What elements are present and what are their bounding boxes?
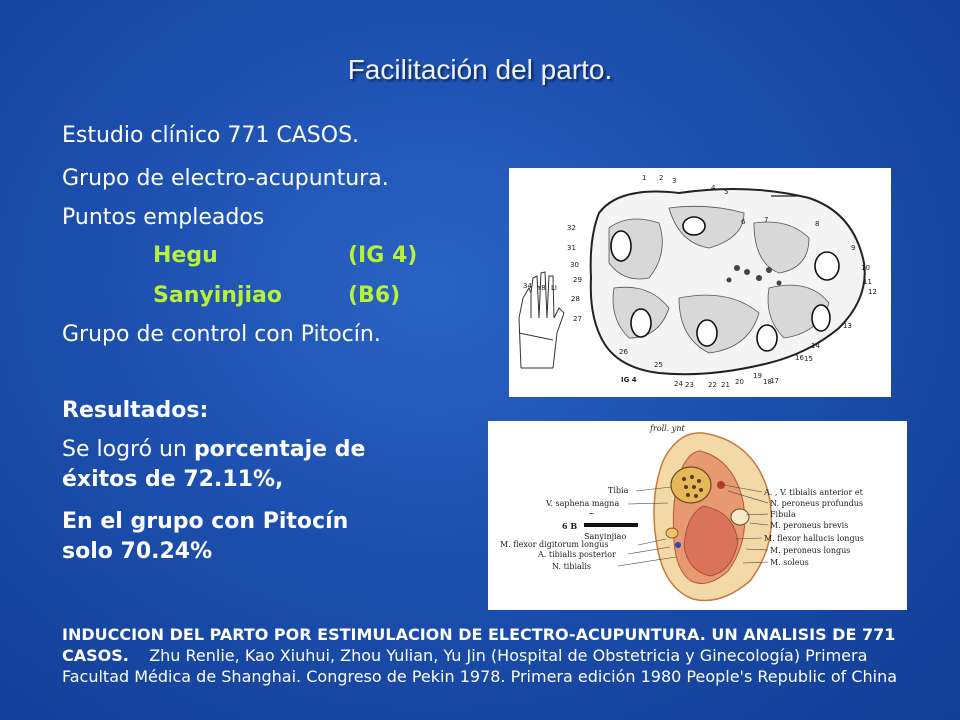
hand-label-1: 34 <box>523 282 532 290</box>
point-name-2: Sanyinjiao <box>153 283 282 308</box>
svg-text:3: 3 <box>672 177 677 185</box>
svg-text:19: 19 <box>753 372 762 380</box>
svg-text:27: 27 <box>573 315 582 323</box>
svg-text:4: 4 <box>711 184 716 192</box>
svg-text:N. tibialis: N. tibialis <box>552 562 592 571</box>
svg-text:23: 23 <box>685 381 694 389</box>
hand-label-3: LI <box>551 284 557 292</box>
svg-text:14: 14 <box>811 342 820 350</box>
svg-text:A. tibialis posterior: A. tibialis posterior <box>538 550 616 559</box>
result-line-3: En el grupo con Pitocín <box>62 509 349 534</box>
figure1-caption: IG 4 <box>621 376 637 384</box>
svg-text:1: 1 <box>642 174 647 182</box>
svg-text:11: 11 <box>863 278 872 286</box>
svg-text:Tibia: Tibia <box>608 486 629 495</box>
body-line-control: Grupo de control con Pitocín. <box>62 322 381 347</box>
svg-text:26: 26 <box>619 348 628 356</box>
svg-text:10: 10 <box>861 264 870 272</box>
result-text-normal: Se logró un <box>62 437 194 462</box>
svg-text:7: 7 <box>764 216 769 224</box>
svg-text:32: 32 <box>567 224 576 232</box>
svg-text:21: 21 <box>721 381 730 389</box>
svg-text:5: 5 <box>724 188 729 196</box>
result-text-bold: porcentaje de <box>193 437 366 462</box>
svg-text:~: ~ <box>588 509 595 518</box>
leg-cross-section-drawing <box>488 421 907 610</box>
body-line-points-heading: Puntos empleados <box>62 205 265 230</box>
svg-text:16: 16 <box>795 354 804 362</box>
figure2-top-label: froll. ynt <box>650 424 685 433</box>
svg-text:2: 2 <box>659 174 664 182</box>
svg-text:20: 20 <box>735 378 744 386</box>
hand-cross-section-drawing <box>509 168 891 397</box>
reference-authors: Zhu Renlie, Kao Xiuhui, Zhou Yulian, Yu Jin (Hospital de Obstetricia y Ginecología) Primera Facultad Médica de Shanghai. Congreso de Pekin 1978. Primera edición 1980 People's Republic of China <box>62 646 898 686</box>
result-line-2: éxitos de 72.11%, <box>62 467 284 492</box>
svg-text:V. saphena magna: V. saphena magna <box>546 499 620 508</box>
svg-text:30: 30 <box>570 261 579 269</box>
hand-cross-section-figure <box>509 168 891 397</box>
svg-text:31: 31 <box>567 244 576 252</box>
body-line-group: Grupo de electro-acupuntura. <box>62 166 389 191</box>
point-code-2: (B6) <box>348 283 401 308</box>
svg-text:A. , V. tibialis anterior et: A. , V. tibialis anterior et <box>764 488 863 497</box>
svg-text:N. peroneus profundus: N. peroneus profundus <box>770 499 864 508</box>
reference-title: INDUCCION DEL PARTO POR ESTIMULACION DE ELECTRO-ACUPUNTURA. UN ANALISIS DE 771 CASOS. <box>62 625 896 665</box>
leg-section-shape <box>654 433 771 601</box>
svg-text:12: 12 <box>868 288 877 296</box>
svg-text:17: 17 <box>770 377 779 385</box>
svg-text:6 B: 6 B <box>562 521 578 531</box>
slide-title: Facilitación del parto. <box>347 54 613 85</box>
leg-cross-section-figure <box>488 421 907 610</box>
svg-text:22: 22 <box>708 381 717 389</box>
svg-text:28: 28 <box>571 295 580 303</box>
svg-text:M. flexor hallucis longus: M. flexor hallucis longus <box>764 534 864 543</box>
point-name-1: Hegu <box>153 243 218 268</box>
body-line-study: Estudio clínico 771 CASOS. <box>62 123 360 148</box>
svg-text:6: 6 <box>741 218 746 226</box>
result-line-4: solo 70.24% <box>62 539 213 564</box>
svg-text:Sanyinjiao: Sanyinjiao <box>584 532 627 541</box>
svg-text:18: 18 <box>763 378 772 386</box>
results-heading: Resultados: <box>62 398 209 423</box>
svg-text:M. peroneus longus: M. peroneus longus <box>770 546 851 555</box>
svg-text:Fibula: Fibula <box>770 510 796 519</box>
sanyinjiao-needle-marker <box>584 523 638 527</box>
svg-text:25: 25 <box>654 361 663 369</box>
svg-text:15: 15 <box>804 355 813 363</box>
result-line-1 <box>62 436 365 464</box>
svg-text:M. soleus: M. soleus <box>770 558 809 567</box>
svg-text:9: 9 <box>851 244 856 252</box>
svg-text:M. flexor digitorum longus: M. flexor digitorum longus <box>500 540 609 549</box>
svg-text:13: 13 <box>843 322 852 330</box>
point-code-1: (IG 4) <box>348 243 418 268</box>
svg-text:29: 29 <box>573 276 582 284</box>
reference-citation <box>62 624 922 687</box>
hand-label-2: Y8 <box>537 284 546 292</box>
svg-text:24: 24 <box>674 380 683 388</box>
svg-text:M. peroneus brevis: M. peroneus brevis <box>770 521 849 530</box>
svg-text:8: 8 <box>815 220 820 228</box>
